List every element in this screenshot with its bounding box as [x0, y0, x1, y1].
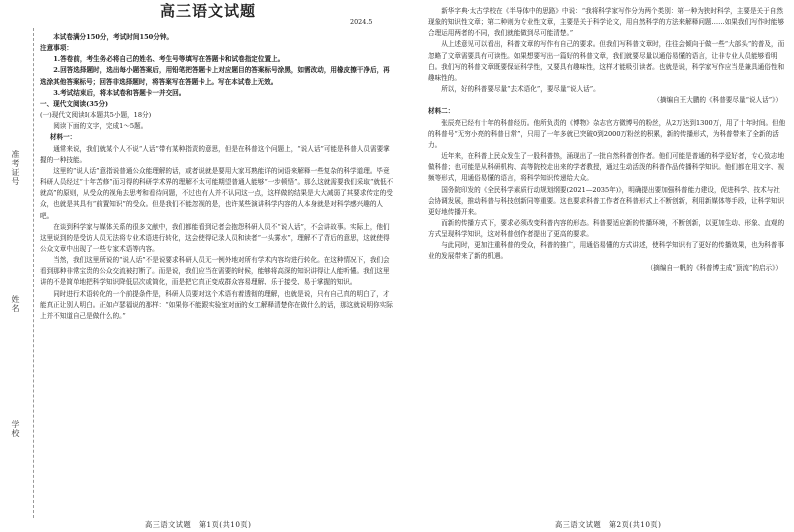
- notice-title: 注意事项：: [40, 44, 73, 53]
- paragraph: 通常来说，我们就某个人不说“人话”带有某种指责的意思，但是在科普这个问题上，“说人话”可能是科普人员需要掌握的一种技能。: [40, 144, 390, 164]
- paragraph: 国务院印发的《全民科学素质行动规划纲要(2021—2035年)》，明确提出要加强科普能力建设，促进科学、技术与社会协调发展，推动科普与科技创新同等重要。这也要求科普工作者在科普形式上不断创新，利用新媒体等手段，让科学知识更好地传播开来。: [428, 185, 785, 216]
- section-heading: 一、现代文阅读(35分): [40, 99, 109, 108]
- page-title: 高三语文试题: [160, 2, 257, 20]
- paragraph: 近年来，在科普上民众发生了一股科普热，涌现出了一批自然科普创作者。他们可能是普通的科学爱好者，专心致志地做科普；也可能是从科研机构、高等院校走出来的学者教授，通过生动活泼的科普作品传播科学知识。他们都在用文字、视频等形式，用通俗易懂的语言，将科学知识传递给大众。: [428, 152, 785, 183]
- margin-label-name: 姓名: [11, 295, 20, 313]
- page-2: [428, 0, 786, 274]
- margin-label-school: 学校: [11, 420, 20, 438]
- exam-intro: 本试卷满分150分，考试时间150分钟。: [53, 33, 174, 41]
- notice-item: 2.回答选择题时，选出每小题答案后，用铅笔把答题卡上对应题目的答案标号涂黑，如需改动，用橡皮擦干净后，再选涂其他答案标号；回答非选择题时，将答案写在答题卡上。写在本试卷上无效。: [40, 66, 390, 86]
- page-footer: 高三语文试题 第2页(共10页): [555, 520, 662, 529]
- paragraph: 同时进行术语转化的一个前提条件是，科研人员要对这个术语有着透彻的理解，也就是说，只有自己真的明白了，才能真正让别人明白。正如卢瑟福说的那样：“如果你不能跟实验室对面的女工解释清楚你在做什么的话，那这就说明你实际上并不知道自己是做什么的。”: [40, 289, 393, 320]
- paragraph: 张辰亮已经有十年的科普经历。他所负责的《博物》杂志官方微博号的粉丝，从2万达到1300万，用了十年时间。但他的科普号“无穷小亮的科普日常”，只用了一年多就已突破0到2000万粉丝的积累，新的传播形式，为科普带来了全新的活力。: [428, 118, 786, 149]
- material-label: 材料二：: [428, 107, 455, 116]
- notice-item: 1.答卷前，考生务必将自己的姓名、考生号等填写在答题卡和试卷指定位置上。: [53, 55, 285, 64]
- margin-label-exam-id: 准考证号: [11, 150, 20, 186]
- material-label: 材料一：: [49, 133, 77, 142]
- exam-date: 2024.5: [350, 18, 373, 26]
- page-footer: 高三语文试题 第1页(共10页): [145, 520, 252, 529]
- page-1: [40, 0, 395, 322]
- paragraph: 在谈到科学家与媒体关系的很多文献中，我们都能看到记者会抱怨科研人员不“说人话”，不会讲故事。实际上，他们这里说到的是受访人员无法将专业术语进行转化，这会使得记录人员和读者“一头雾水”，理解不了背后的意思，这就使得公众文章中出现了一些专家术语等内容。: [40, 222, 390, 253]
- paragraph: 这里的“说人话”意指说普通公众能理解的话，或者说就是要用大家耳熟能详的词语来解释一些复杂的科学道理。毕竟科研人员经过“十年苦修”而习得的科研学术界的理解不太可能期望普通人能够“一步顿悟”。那么这就需要我们采取“就低不就高”的原则，从受众的视角去思考和看待问题，不过也有人并不认同这一点，这样做的结果是大大减弱了其要求传定的受众，也就是其具有“前置知识”的受众。但是我们不能忽视的是，也许某些演讲科学内容的人本身就是对科学感兴趣的人吧。: [40, 166, 394, 220]
- citation: （摘编自王大鹏的《科普要尽量“说人话”》）: [653, 96, 782, 105]
- notice-item: 3.考试结束后，将本试卷和答题卡一并交回。: [53, 88, 186, 97]
- reading-instruction: 阅读下面的文字，完成1～5题。: [53, 122, 148, 131]
- subsection-heading: (一)现代文阅读Ⅰ(本题共5小题，18分): [40, 111, 152, 120]
- paragraph: 与此同时，更加注重科普的受众，科普的推广，用通俗易懂的方式讲述，使科学知识有了更好的传播效果，也为科普事业的发展带来了新的机遇。: [428, 241, 785, 261]
- paragraph: 从上述意见可以看出，科普文章的写作有自己的要求。但我们写科普文章时，往往会倾向于做一些“大部头”的普及，而忽略了文章需要具有可读性。如果想要写出一篇好的科普文章，我们就要尽量以通俗易懂的语言，让非专业人员能够看明白。我们写的科普文章既要保证科学性，又要具有趣味性，这样才能吸引读者。也就是说，科学家写作应当是兼具通俗性和趣味性的。: [428, 40, 785, 82]
- binding-margin: [0, 0, 28, 532]
- paragraph: 所以，好的科普要尽量“去术语化”，要尽量“说人话”。: [441, 85, 600, 94]
- paragraph: 当然，我们这里所说的“说人话”不是说要求科研人员无一例外地对所有学术内容均进行转化。在这种情况下，我们会看到那种非常宝贵的公众交流被打断了。而是说，我们应当在需要的时候，能够将高深的知识讲得让人能听懂。我们这里讲的不是简单地把科学知识降低层次或简化，而是把它真正变成群众容易理解、乐于接受、易于掌握的知识。: [40, 256, 390, 287]
- binding-line: [33, 28, 34, 518]
- paragraph: 新华字典·太古学校在《半导体中的思路》中说：“我将科学家写作分为两个类别：第一种为狭时科学，主要是关于自然现象的知识性文章；第二种则为专业性文章，主要是关于科学论文，用自然科学的方法来解释问题……如果我们写作时能够合理运用两者的不同，我们就能做到尽可能清楚。”: [428, 7, 785, 38]
- paragraph: 而新的传播方式下，要求必须改变科普内容的形态。科普要适应新的传播环境，不断创新，以更加生动、形象、直观的方式呈现科学知识，这对科普创作者提出了更高的要求。: [428, 218, 785, 239]
- citation: （摘编自一帆的《科普博主成“顶流”的启示》）: [646, 263, 782, 272]
